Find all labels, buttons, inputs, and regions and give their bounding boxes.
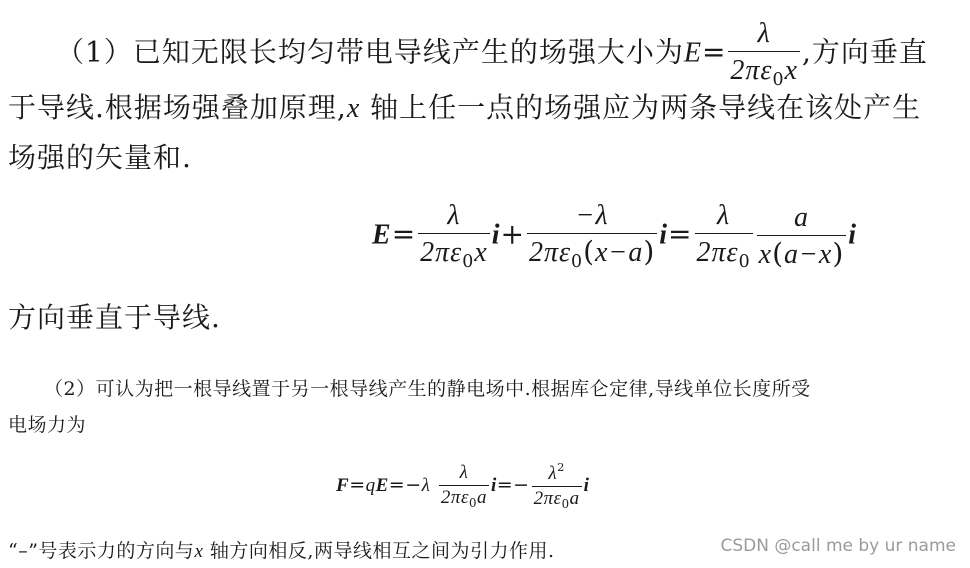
eq-E-i2: i [659,219,669,251]
eq-E-plus: + [500,217,525,251]
eq-F-minus1: − [405,473,422,496]
fraction-denominator: $2\pi\varepsilon_0x$ [730,55,798,91]
eq-E-frac1-den: $2\pi\varepsilon_0x$ [420,237,488,273]
part1-line4: 方向垂直于导线. [8,301,221,334]
eq-E-frac4-num: a [757,200,847,236]
fraction-numerator: λ [728,16,800,52]
field-magnitude-fraction [728,16,800,92]
eq-F-equals2: = [388,473,406,496]
symbol-E: E [683,37,702,69]
eq-E-equals1: = [391,217,417,251]
eq-F-frac1-num: λ [439,461,489,486]
eq-F-E: E [375,474,389,496]
eq-E-frac3-den: $2\pi\varepsilon_0$ [696,237,751,273]
eq-F-i2: i [583,474,590,496]
eq-F-symbol: F [336,474,350,496]
eq-F-frac1-den: $2\pi\varepsilon_0a$ [440,486,487,510]
eq-E-symbol: E [372,219,392,251]
part1-line2-a: 于导线.根据场强叠加原理, [8,91,347,124]
eq-E-frac4 [757,200,847,272]
eq-F-frac2-den: $2\pi\varepsilon_0a$ [533,487,580,511]
part2-line1: （2）可认为把一根导线置于另一根导线产生的静电场中.根据库仑定律,导线单位长度所受 [44,378,811,400]
part1-line2 [8,86,921,126]
part2-line3-a: “–”号表示力的方向与 [8,540,195,562]
symbol-x: x [346,93,361,124]
eq-F-minus2: − [513,473,530,496]
part1-line3: 场强的矢量和. [8,141,192,174]
part1-line1-suffix: ,方向垂直 [801,35,928,69]
part2-line3 [8,536,555,563]
eq-E-frac1 [418,198,490,274]
eq-F-q: q [365,474,376,496]
eq-F-frac2-num: $\lambda^2$ [532,460,582,487]
equation-F [336,460,589,512]
eq-E-i1: i [491,219,501,251]
eq-E-i3: i [848,219,858,251]
equals-sign: = [701,35,727,69]
equation-E [372,198,857,274]
eq-E-frac1-num: λ [418,198,490,234]
eq-E-equals2: = [668,217,693,251]
part2-line3-b: 轴方向相反,两导线相互之间为引力作用. [209,540,555,562]
eq-E-frac2-den: $2\pi\varepsilon_0(x-a)$ [528,235,656,273]
part2-symbol-x: x [194,541,204,562]
eq-F-frac2 [532,460,582,512]
csdn-watermark: CSDN @call me by ur name [720,536,956,556]
part1-line1 [56,16,928,92]
part2-line2: 电场力为 [8,414,87,436]
eq-E-frac3 [695,198,753,274]
part1-line2-b: 轴上任一点的场强应为两条导线在该处产生 [370,91,922,124]
eq-F-frac1 [439,461,489,511]
eq-E-frac3-num: λ [695,198,753,234]
eq-F-equals1: = [349,473,366,496]
part1-line1-prefix: （1）已知无限长均匀带电导线产生的场强大小为 [56,35,684,69]
eq-E-frac2 [527,198,657,274]
eq-E-frac4-den: x(a−x) [758,236,845,270]
eq-F-i1: i [490,474,497,496]
eq-F-lambda: λ [421,474,431,496]
eq-E-frac2-num: −λ [527,198,657,234]
eq-F-equals3: = [496,473,514,496]
